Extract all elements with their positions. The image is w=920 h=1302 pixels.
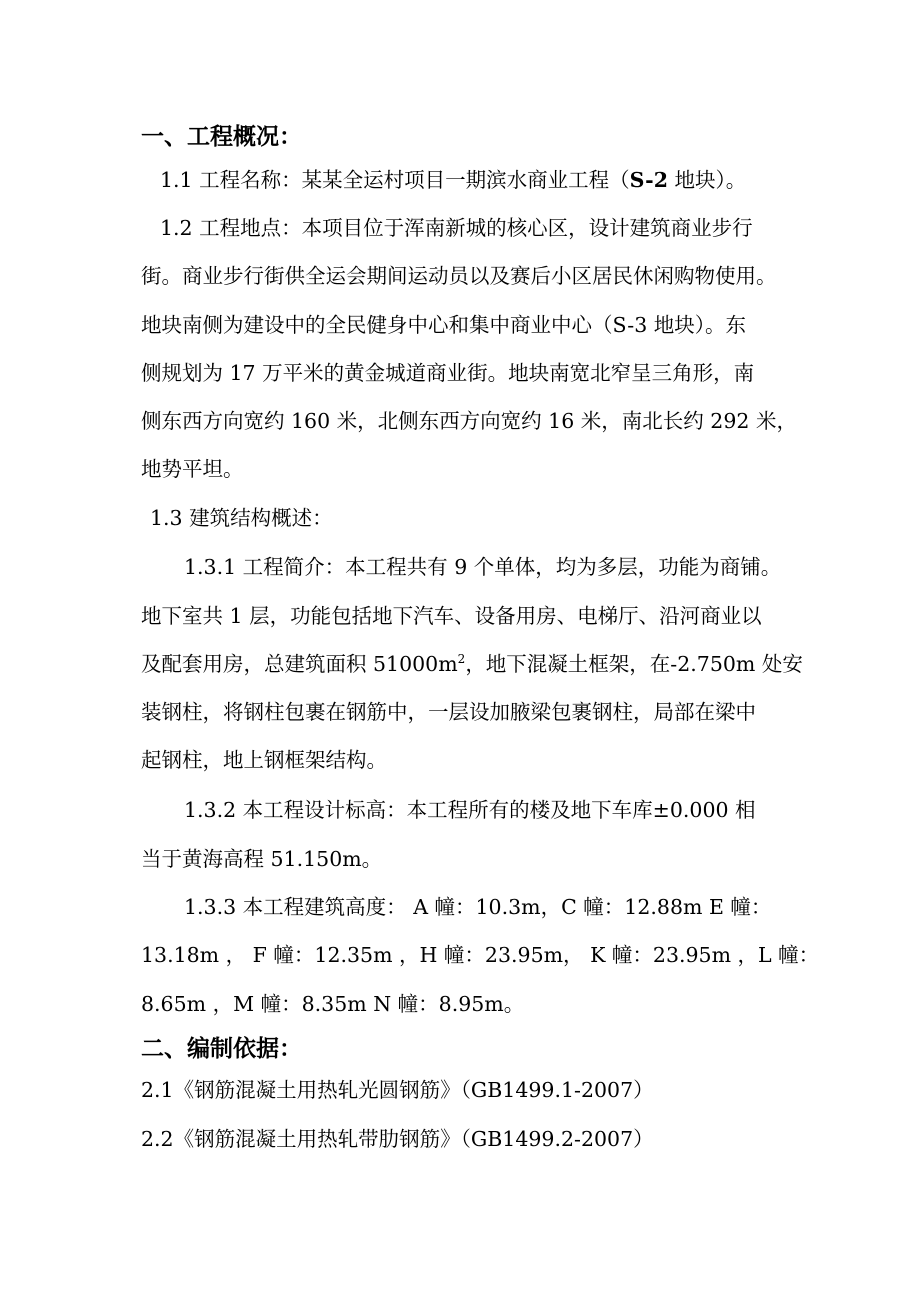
p1-1-prefix: 1.1 工程名称：某某全运村项目一期滨水商业工程（	[160, 168, 630, 192]
paragraph-1-2-line: 地块南侧为建设中的全民健身中心和集中商业中心（S-3 地块）。东	[141, 313, 747, 337]
reference-item: 2.1《钢筋混凝土用热轧光圆钢筋》（GB1499.1-2007）	[141, 1078, 654, 1102]
paragraph-1-3-1-line: 装钢柱，将钢柱包裹在钢筋中，一层设加腋梁包裹钢柱，局部在梁中	[141, 700, 756, 724]
paragraph-1-2-line: 街。商业步行街供全运会期间运动员以及赛后小区居民休闲购物使用。	[141, 264, 777, 288]
paragraph-1-2-line: 1.2 工程地点：本项目位于浑南新城的核心区，设计建筑商业步行	[160, 216, 753, 240]
paragraph-1-3-3-line: 13.18m ， F 幢：12.35m ，H 幢：23.95m， K 幢：23.95m ，L 幢：	[141, 943, 820, 967]
section-heading-2: 二、编制依据：	[141, 1036, 302, 1062]
paragraph-1-3: 1.3 建筑结构概述：	[150, 506, 333, 530]
section-heading-1: 一、工程概况：	[141, 124, 302, 150]
paragraph-1-3-3-line: 1.3.3 本工程建筑高度： A 幢：10.3m，C 幢：12.88m E 幢：	[184, 895, 772, 919]
paragraph-1-1	[160, 166, 746, 194]
paragraph-1-2-line: 侧东西方向宽约 160 米，北侧东西方向宽约 16 米，南北长约 292 米，	[141, 409, 797, 433]
paragraph-1-3-2-line: 当于黄海高程 51.150m。	[141, 847, 383, 871]
paragraph-1-3-3-line: 8.65m ，M 幢：8.35m N 幢：8.95m。	[141, 992, 525, 1016]
paragraph-1-2-line: 地势平坦。	[141, 457, 244, 481]
p1-1-bold: S-2	[629, 168, 668, 192]
p1-1-suffix: 地块）。	[667, 168, 747, 192]
paragraph-1-2-line: 侧规划为 17 万平米的黄金城道商业街。地块南宽北窄呈三角形，南	[141, 361, 755, 385]
reference-item: 2.2《钢筋混凝土用热轧带肋钢筋》（GB1499.2-2007）	[141, 1127, 654, 1151]
paragraph-1-3-1-line: 1.3.1 工程简介：本工程共有 9 个单体，均为多层，功能为商铺。	[184, 555, 782, 579]
area-superscript: 2	[457, 652, 466, 667]
area-text: 及配套用房，总建筑面积 51000m	[141, 652, 458, 676]
area-text-suffix: ，地下混凝土框架，在-2.750m 处安	[465, 652, 803, 676]
paragraph-1-3-1-line: 起钢柱，地上钢框架结构。	[141, 748, 387, 772]
paragraph-1-3-1-line	[141, 650, 803, 678]
paragraph-1-3-1-line: 地下室共 1 层，功能包括地下汽车、设备用房、电梯厅、沿河商业以	[141, 604, 762, 628]
paragraph-1-3-2-line: 1.3.2 本工程设计标高：本工程所有的楼及地下车库±0.000 相	[184, 798, 756, 822]
